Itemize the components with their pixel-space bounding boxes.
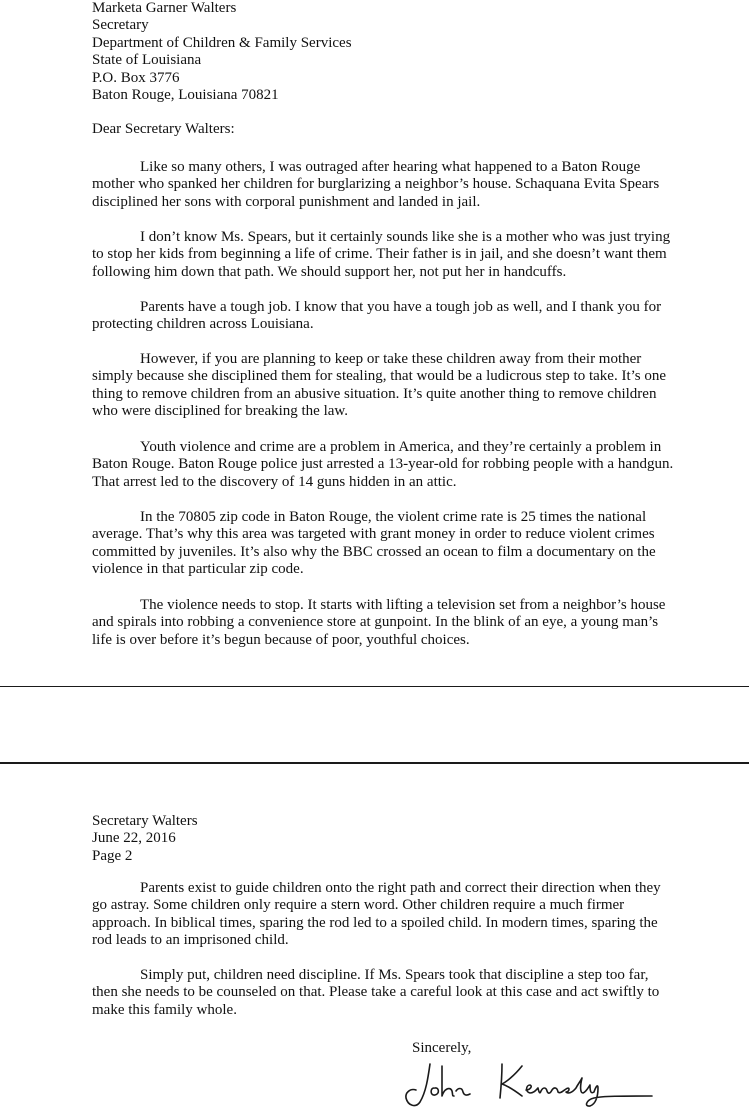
signature xyxy=(390,1058,660,1108)
recipient-title: Secretary xyxy=(92,17,149,34)
salutation: Dear Secretary Walters: xyxy=(92,121,235,137)
header-date: June 22, 2016 xyxy=(92,830,176,847)
header-recipient: Secretary Walters xyxy=(92,813,198,829)
body-paragraph-7: The violence needs to stop. It starts with lifting a television set from a neighbor’s house and spirals into robbing a convenience store at gunpoint. In the blink of an eye, a young man’s life is over before it’s begun because of poor, youthful choices. xyxy=(92,597,666,648)
recipient-address-block xyxy=(92,0,352,104)
page-1-bottom-edge xyxy=(0,686,749,687)
recipient-state: State of Louisiana xyxy=(92,52,202,69)
body-paragraph-9: Simply put, children need discipline. If Ms. Spears took that discipline a step too far, then she needs to be counseled on that. Please take a careful look at this case and act swiftly to make this family whole. xyxy=(92,967,660,1018)
body-paragraph-1: Like so many others, I was outraged after hearing what happened to a Baton Rouge mother who spanked her children for burglarizing a neighbor’s house. Schaquana Evita Spears disciplined her sons with corporal punishment and landed in jail. xyxy=(92,159,660,210)
body-paragraph-8: Parents exist to guide children onto the right path and correct their direction when they go astray. Some children only require a stern word. Other children require a much firmer approach. In biblical times, sparing the rod led to a spoiled child. In modern times, sparing the rod leads to an imprisoned child. xyxy=(92,880,661,949)
body-paragraph-3: Parents have a tough job. I know that you have a tough job as well, and I thank you for protecting children across Louisiana. xyxy=(92,299,662,333)
recipient-name: Marketa Garner Walters xyxy=(92,0,237,16)
continuation-header xyxy=(92,813,198,865)
body-paragraph-4: However, if you are planning to keep or take these children away from their mother simply because she disciplined them for stealing, that would be a ludicrous step to take. It’s one thing to remove children from an abusive situation. It’s quite another thing to remove children who were disciplined for breaking the law. xyxy=(92,351,667,420)
closing: Sincerely, xyxy=(412,1040,472,1056)
letter-page-2 xyxy=(0,762,749,1109)
body-paragraph-5: Youth violence and crime are a problem in America, and they’re certainly a problem in Baton Rouge. Baton Rouge police just arrested a 13-year-old for robbing people with a handgun. That arrest led to the discovery of 14 guns hidden in an attic. xyxy=(92,439,674,490)
recipient-po-box: P.O. Box 3776 xyxy=(92,69,180,86)
body-paragraph-6: In the 70805 zip code in Baton Rouge, the violent crime rate is 25 times the national average. That’s why this area was targeted with grant money in order to reduce violent crimes committed by juveniles. It’s also why the BBC crossed an ocean to film a documentary on the violence in that particular zip code. xyxy=(92,509,656,578)
body-paragraph-2: I don’t know Ms. Spears, but it certainly sounds like she is a mother who was just trying to stop her kids from beginning a life of crime. Their father is in jail, and she doesn’t want them following him down that path. We should support her, not put her in handcuffs. xyxy=(92,229,671,280)
recipient-city-zip: Baton Rouge, Louisiana 70821 xyxy=(92,87,279,104)
header-page-number: Page 2 xyxy=(92,847,133,864)
recipient-department: Department of Children & Family Services xyxy=(92,34,352,51)
